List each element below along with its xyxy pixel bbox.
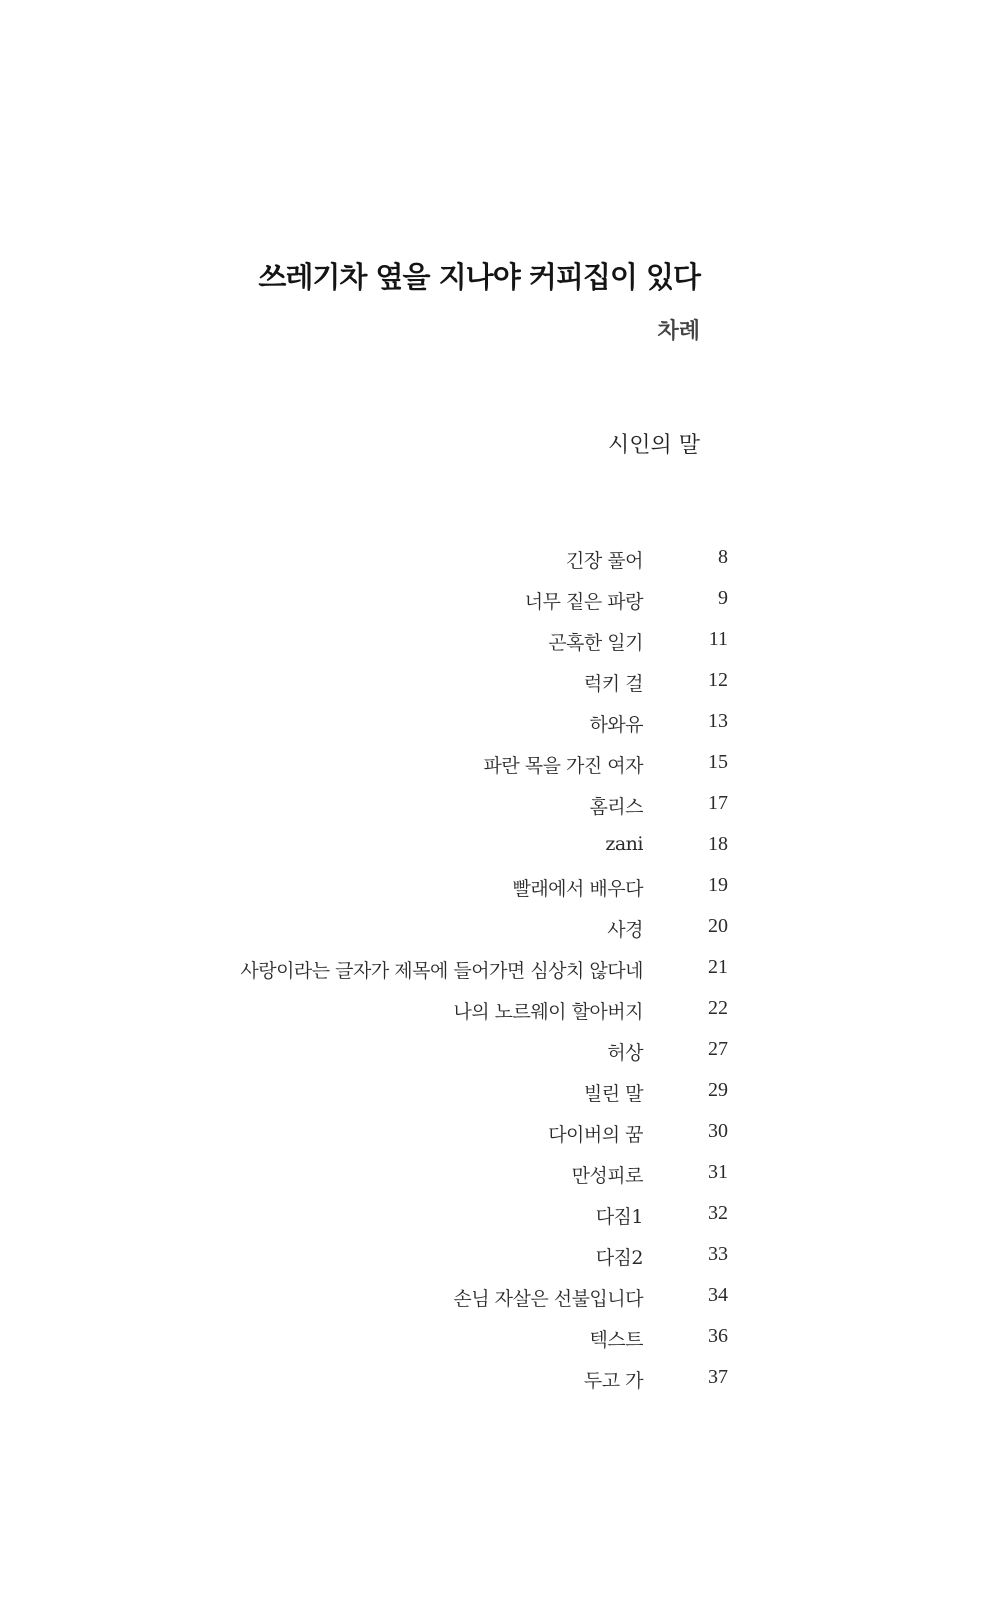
- toc-entry: [0, 1038, 1000, 1079]
- toc-entry-page-number: 17: [708, 792, 728, 814]
- toc-entry: [0, 1161, 1000, 1202]
- toc-entry-title: 홈리스: [589, 796, 643, 818]
- toc-entry-title: 손님 자살은 선불입니다: [453, 1288, 643, 1310]
- toc-entry: [0, 915, 1000, 956]
- toc-entry: [0, 1202, 1000, 1243]
- toc-entry-page-number: 36: [708, 1325, 728, 1347]
- book-title: 쓰레기차 옆을 지나야 커피집이 있다: [258, 260, 700, 294]
- toc-entry-page-number: 29: [708, 1079, 728, 1101]
- toc-entry-title: 사경: [607, 919, 643, 941]
- toc-entry: [0, 751, 1000, 792]
- toc-entry-title: 다이버의 꿈: [548, 1124, 643, 1146]
- toc-entry: [0, 1284, 1000, 1325]
- toc-entry-page-number: 31: [708, 1161, 728, 1183]
- toc-entry: [0, 1079, 1000, 1120]
- toc-entry-title: 럭키 걸: [583, 673, 643, 695]
- toc-entry-page-number: 11: [708, 628, 728, 650]
- toc-entry-title: 허상: [607, 1042, 643, 1064]
- toc-heading: 차례: [657, 319, 700, 344]
- toc-list: [0, 546, 1000, 1407]
- toc-entry: [0, 669, 1000, 710]
- toc-entry-page-number: 9: [718, 587, 728, 609]
- toc-entry-title: 사랑이라는 글자가 제목에 들어가면 심상치 않다네: [240, 960, 643, 982]
- toc-entry-page-number: 32: [708, 1202, 728, 1224]
- toc-entry-title: zani: [605, 833, 643, 855]
- toc-entry-page-number: 33: [708, 1243, 728, 1265]
- toc-entry-page-number: 37: [708, 1366, 728, 1388]
- toc-entry: [0, 587, 1000, 628]
- toc-entry: [0, 874, 1000, 915]
- toc-entry-page-number: 15: [708, 751, 728, 773]
- toc-entry-title: 빌린 말: [583, 1083, 643, 1105]
- toc-entry: [0, 792, 1000, 833]
- toc-entry-title: 나의 노르웨이 할아버지: [453, 1001, 643, 1023]
- toc-entry-page-number: 22: [708, 997, 728, 1019]
- toc-entry-page-number: 27: [708, 1038, 728, 1060]
- toc-entry: [0, 1120, 1000, 1161]
- toc-entry-title: 파란 목을 가진 여자: [483, 755, 643, 777]
- toc-entry-page-number: 34: [708, 1284, 728, 1306]
- toc-entry-title: 너무 짙은 파랑: [524, 591, 643, 613]
- preface-entry: 시인의 말: [607, 433, 700, 458]
- toc-entry-title: 다짐2: [595, 1247, 643, 1269]
- toc-entry-title: 빨래에서 배우다: [512, 878, 643, 900]
- toc-entry-page-number: 30: [708, 1120, 728, 1142]
- toc-entry: [0, 956, 1000, 997]
- toc-entry-page-number: 21: [708, 956, 728, 978]
- toc-entry-page-number: 13: [708, 710, 728, 732]
- toc-entry-title: 하와유: [589, 714, 643, 736]
- toc-entry-page-number: 20: [708, 915, 728, 937]
- toc-entry: [0, 833, 1000, 874]
- toc-entry-title: 두고 가: [583, 1370, 643, 1392]
- toc-entry-page-number: 19: [708, 874, 728, 896]
- toc-entry: [0, 710, 1000, 751]
- toc-entry-page-number: 8: [718, 546, 728, 568]
- toc-entry-title: 다짐1: [595, 1206, 643, 1228]
- toc-entry: [0, 1325, 1000, 1366]
- toc-entry: [0, 997, 1000, 1038]
- toc-entry: [0, 1366, 1000, 1407]
- toc-entry-page-number: 12: [708, 669, 728, 691]
- toc-entry-page-number: 18: [708, 833, 728, 855]
- toc-entry-title: 만성피로: [571, 1165, 643, 1187]
- toc-entry: [0, 628, 1000, 669]
- toc-entry: [0, 546, 1000, 587]
- toc-entry-title: 텍스트: [589, 1329, 643, 1351]
- toc-entry: [0, 1243, 1000, 1284]
- toc-entry-title: 곤혹한 일기: [548, 632, 643, 654]
- toc-entry-title: 긴장 풀어: [566, 550, 643, 572]
